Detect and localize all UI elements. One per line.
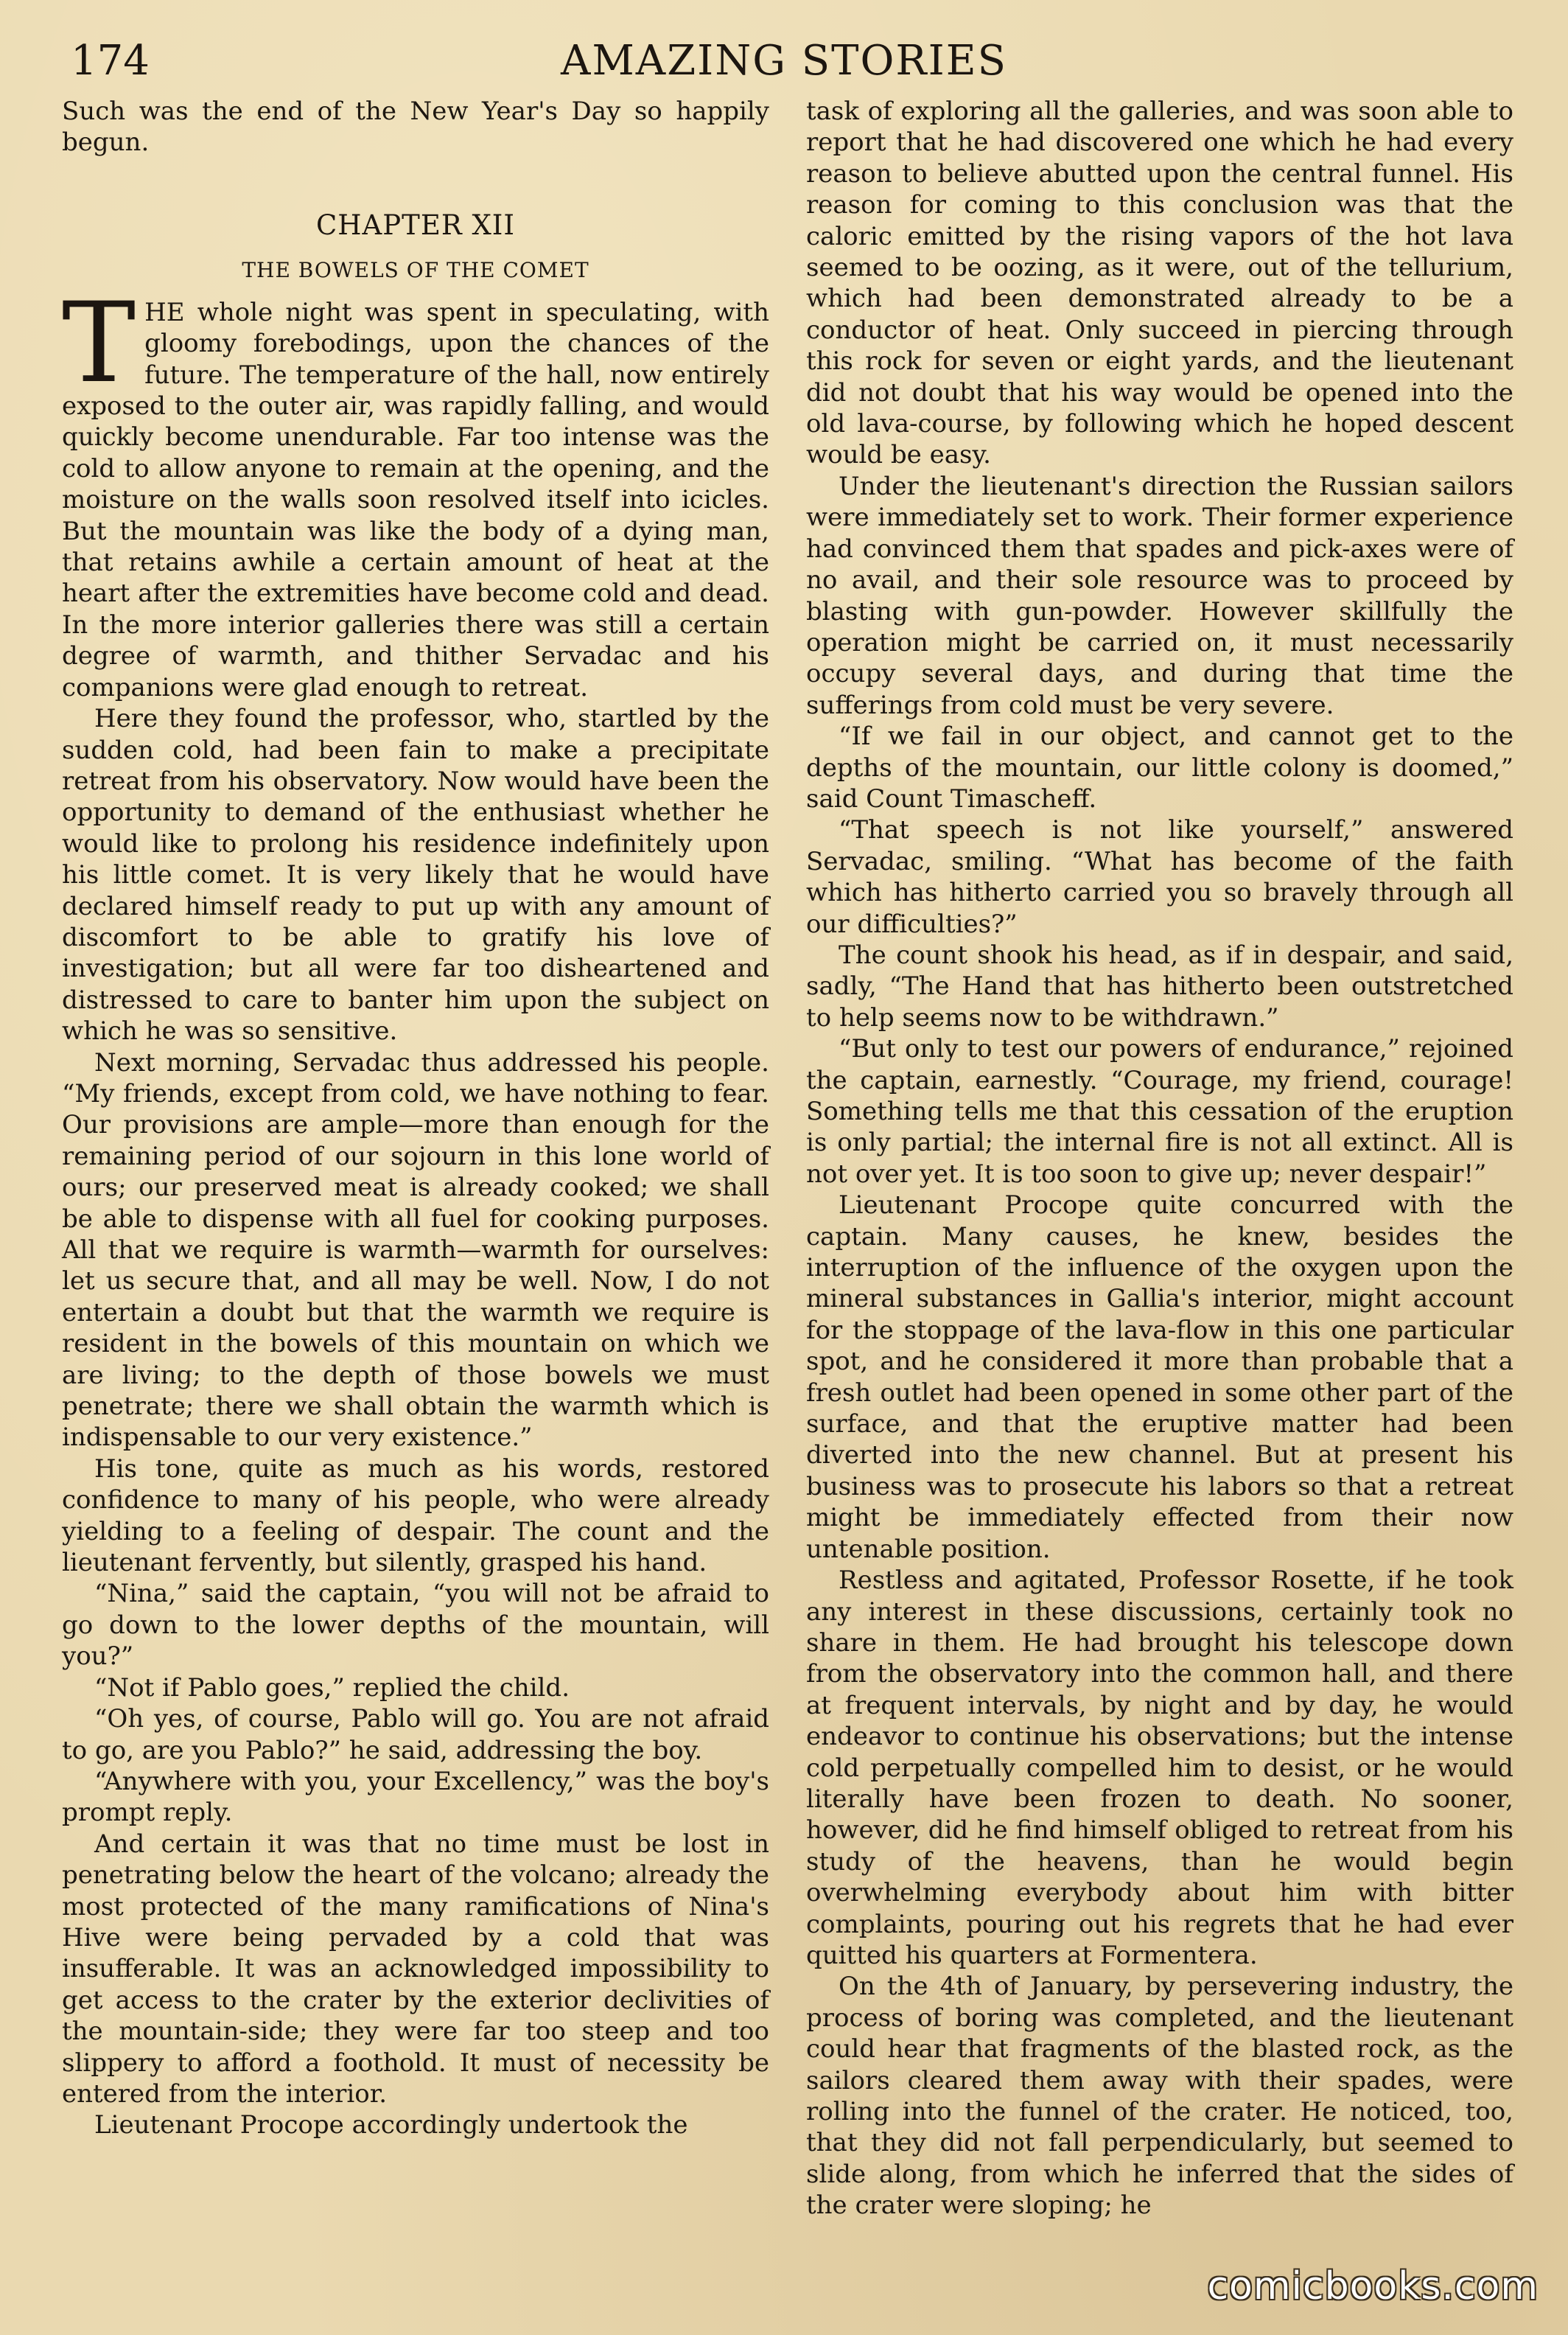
paragraph: Next morning, Servadac thus addressed his people. “My friends, except from cold, we have nothing to fear. Our provisions are ample—more than enough for the remaining period of our sojourn in this lone world of ours; our preserved meat is already cooked; we shall be able to dispense with all fuel for cooking purposes. All that we require is warmth—warmth for ourselves: let us secure that, and all may be well. Now, I do not entertain a doubt but that the warmth we require is resident in the bowels of this mountain on which we are living; to the depth of those bowels we must penetrate; there we shall obtain the warmth which is indispensable to our very existence.” [62,1047,769,1453]
paragraph: The count shook his head, as if in despair, and said, sadly, “The Hand that has hitherto been outstretched to help seems now to be withdrawn.” [806,940,1513,1033]
paragraph: “Not if Pablo goes,” replied the child. [94,1672,570,1703]
drop-cap: T [62,279,136,408]
chapter-title: THE BOWELS OF THE COMET [242,257,589,282]
paragraph: Restless and agitated, Professor Rosette, if he took any interest in these discussions, certainly took no share in them. He had brought his telescope down from the observatory into the common hall, and there at frequent intervals, by night and by day, he would endeavor to continue his observations; but the intense cold perpetually compelled him to desist, or he would literally have been frozen to death. No sooner, however, did he find himself obliged to retreat from his study of the heavens, than he would begin overwhelming everybody about him with bitter complaints, pouring out his regrets that he had ever quitted his quarters at Formentera. [806,1566,1513,1970]
paragraph: Under the lieutenant's direction the Russian sailors were immediately set to work. Their former experience had convinced them that spades and pick-axes were of no avail, and their sole resource was to proceed by blasting with gun-powder. However skillfully the operation might be carried on, it must necessarily occupy several days, and during that time the sufferings from cold must be very severe. [806,471,1513,720]
page-number: 174 [71,37,150,85]
running-head: AMAZING STORIES [561,37,1007,85]
paragraph: “That speech is not like yourself,” answered Servadac, smiling. “What has become of the faith which has hitherto carried you so bravely through all our difficulties?” [806,815,1513,939]
paragraph: “But only to test our powers of endurance,” rejoined the captain, earnestly. “Courage, my friend, courage! Something tells me that this cessation of the eruption is only partial; the internal fire is not all extinct. All is not over yet. It is too soon to give up; never despair!” [806,1034,1513,1189]
paragraph: His tone, quite as much as his words, restored confidence to many of his people, who were already yielding to a feeling of despair. The count and the lieutenant fervently, but silently, grasped his hand. [62,1453,769,1578]
paragraph: Here they found the professor, who, startled by the sudden cold, had been fain to make a precipitate retreat from his observatory. Now would have been the opportunity to demand of the enthusiast whether he would like to prolong his residence indefinitely upon his little comet. It is very likely that he would have declared himself ready to put up with any amount of discomfort to be able to gratify his love of investigation; but all were far too disheartened and distressed to care to banter him upon the subject on which he was so sensitive. [62,704,769,1047]
first-paragraph-text: HE whole night was spent in speculating, with gloomy forebodings, upon the chances of the future. The temperature of the hall, now entirely exposed to the outer air, was rapidly falling, and would quickly become unendurable. Far too intense was the cold to allow anyone to remain at the opening, and the moisture on the walls soon resolved itself into icicles. But the mountain was like the body of a dying man, that retains awhile a certain amount of heat at the heart after the extremities have become cold and dead. In the more interior galleries there was still a certain degree of warmth, and thither Servadac and his companions were glad enough to retreat. [62,297,769,702]
left-column [62,96,769,2141]
chapter-number: CHAPTER XII [315,209,516,241]
paragraph: “Nina,” said the captain, “you will not be afraid to go down to the lower depths of the mountain, will you?” [62,1579,769,1672]
paragraph: “If we fail in our object, and cannot get to the depths of the mountain, our little colony is doomed,” said Count Timascheff. [806,722,1513,814]
watermark: comicbooks.com [1207,2264,1539,2308]
opening-paragraph: Such was the end of the New Year's Day so happily begun. [62,97,769,158]
paragraph: “Oh yes, of course, Pablo will go. You are not afraid to go, are you Pablo?” he said, addressing the boy. [62,1704,769,1765]
paragraph: “Anywhere with you, your Excellency,” was the boy's prompt reply. [62,1766,769,1828]
continued-paragraph: task of exploring all the galleries, and was soon able to report that he had discovered one which he had every reason to believe abutted upon the central funnel. His reason for coming to this conclusion was that the caloric emitted by the rising vapors of the hot lava seemed to be oozing, as it were, out of the tellurium, which had been demonstrated already to be a conductor of heat. Only succeed in piercing through this rock for seven or eight yards, and the lieutenant did not doubt that his way would be opened into the old lava-course, by following which he hoped descent would be easy. [806,97,1513,470]
paragraph: And certain it was that no time must be lost in penetrating below the heart of the volcano; already the most protected of the many ramifications of Nina's Hive were being pervaded by a cold that was insufferable. It was an acknowledged impossibility to get access to the crater by the exterior declivities of the mountain-side; they were far too steep and too slippery to afford a foothold. It must of necessity be entered from the interior. [62,1829,769,2109]
right-column [806,96,1513,2221]
paragraph: Lieutenant Procope quite concurred with the captain. Many causes, he knew, besides the interruption of the influence of the oxygen upon the mineral substances in Gallia's interior, might account for the stoppage of the lava-flow in this one particular spot, and he considered it more than probable that a fresh outlet had been opened in some other part of the surface, and that the eruptive matter had been diverted into the new channel. But at present his business was to prosecute his labors so that a retreat might be immediately effected from their now untenable position. [806,1190,1513,1564]
paragraph: On the 4th of January, by persevering industry, the process of boring was completed, and the lieutenant could hear that fragments of the blasted rock, as the sailors cleared them away with their spades, were rolling into the funnel of the crater. He noticed, too, that they did not fall perpendicularly, but seemed to slide along, from which he inferred that the sides of the crater were sloping; he [806,1972,1513,2221]
paragraph: Lieutenant Procope accordingly undertook the [94,2110,688,2140]
first-paragraph [62,279,769,703]
